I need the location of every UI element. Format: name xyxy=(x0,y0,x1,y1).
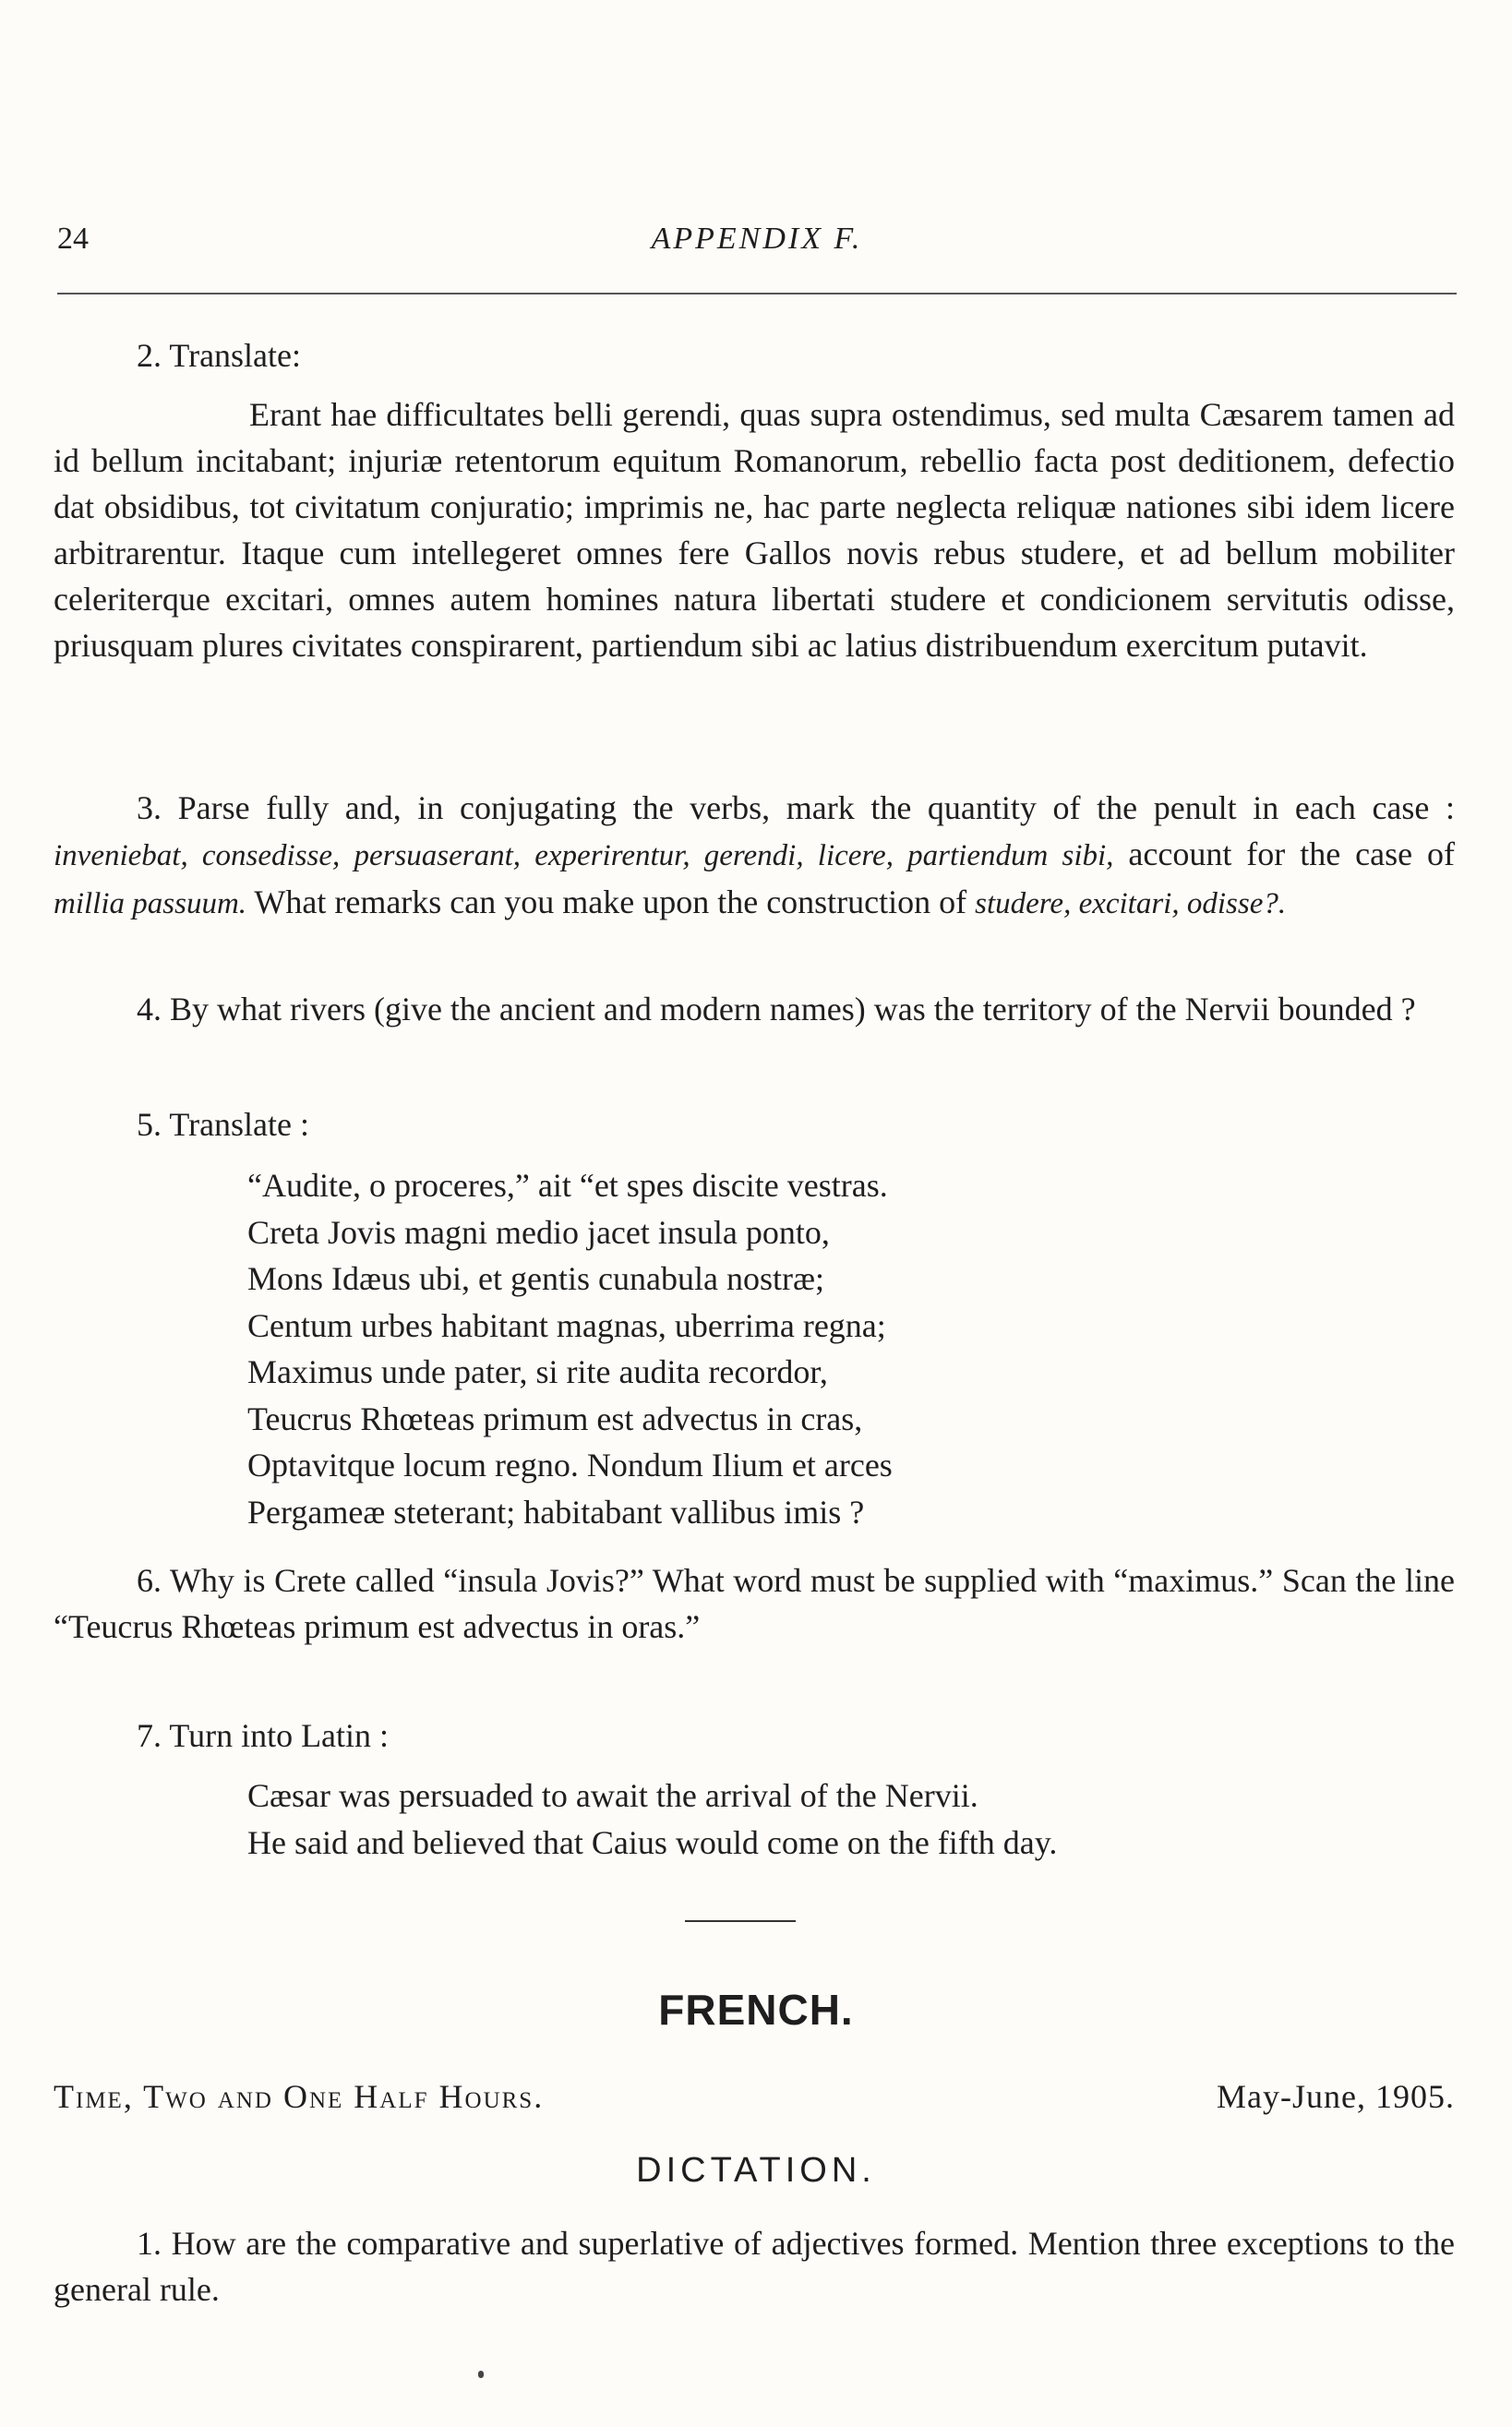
verse-line: “Audite, o proceres,” ait “et spes discite vestras. xyxy=(247,1167,888,1204)
english-sentence: He said and believed that Caius would come on the fifth day. xyxy=(247,1823,1058,1861)
header-rule xyxy=(57,293,1457,294)
question-7-sentences xyxy=(247,1772,1447,1866)
verse-line: Mons Idæus ubi, et gentis cunabula nostræ; xyxy=(247,1260,824,1297)
english-sentence: Cæsar was persuaded to await the arrival of the Nervii. xyxy=(247,1777,978,1814)
question-4: 4. By what rivers (give the ancient and modern names) was the territory of the Nervii bounded ? xyxy=(137,991,1416,1027)
verse-line: Optavitque locum regno. Nondum Ilium et arces xyxy=(247,1447,893,1484)
verse-line: Centum urbes habitant magnas, uberrima regna; xyxy=(247,1306,886,1344)
verse-line: Pergameæ steterant; habitabant vallibus imis ? xyxy=(247,1493,865,1531)
page-number: 24 xyxy=(57,222,89,256)
question-7-lead: 7. Turn into Latin : xyxy=(137,1717,390,1754)
verse-line: Creta Jovis magni medio jacet insula ponto, xyxy=(247,1213,830,1251)
question-5-verse xyxy=(247,1162,1447,1535)
running-title: APPENDIX F. xyxy=(651,222,863,256)
exam-duration: Time, Two and One Half Hours. xyxy=(54,2078,545,2115)
ink-speck xyxy=(478,2371,484,2378)
question-3-words-2: studere, excitari, odisse?. xyxy=(975,887,1287,920)
subsection-heading-dictation: DICTATION. xyxy=(636,2151,876,2190)
question-2-passage: Erant hae difficultates belli gerendi, quas supra ostendimus, sed multa Cæsarem tamen ad id bellum incitabant; injuriæ retentorum equitum Romanorum, rebellio facta post deditionem, defectio dat obsidibus, tot civitatum conjuratio; imprimis ne, hac parte neglecta reliquæ nationes sibi idem licere arbitrarentur. Itaque cum intellegeret omnes fere Gallos novis rebus studere, et ad bellum mobiliter celeriterque excitari, omnes autem homines natura libertati studere et condicionem servitutis odisse, priusquam plures civitates conspirarent, partiendum sibi ac latius distribuendum exercitum putavit. xyxy=(54,396,1455,664)
question-3 xyxy=(54,785,1455,927)
page-header xyxy=(57,222,1457,268)
question-3-phrase: millia passuum. xyxy=(54,887,247,920)
question-3-after: What remarks can you make upon the construction of xyxy=(254,883,967,920)
section-heading-french: FRENCH. xyxy=(658,1986,854,2034)
question-3-mid: account for the case of xyxy=(1128,835,1456,872)
verse-line: Maximus unde pater, si rite audita recordor, xyxy=(247,1353,828,1390)
question-3-words: inveniebat, consedisse, persuaserant, experirentur, gerendi, licere, partiendum sibi, xyxy=(54,839,1114,872)
question-5-lead: 5. Translate : xyxy=(137,1106,310,1143)
question-6: 6. Why is Crete called “insula Jovis?” What word must be supplied with “maximus.” Scan the line “Teucrus Rhœteas primum est advectus in oras.” xyxy=(54,1562,1455,1645)
question-3-lead: 3. Parse fully and, in conjugating the verbs, mark the quantity of the penult in each case : xyxy=(137,789,1455,826)
verse-line: Teucrus Rhœteas primum est advectus in cras, xyxy=(247,1400,863,1437)
question-2-lead: 2. Translate: xyxy=(137,337,302,374)
section-divider xyxy=(685,1920,796,1922)
french-question-1: 1. How are the comparative and superlative of adjectives formed. Mention three exceptions to the general rule. xyxy=(54,2225,1455,2308)
exam-date: May-June, 1905. xyxy=(1217,2078,1455,2115)
